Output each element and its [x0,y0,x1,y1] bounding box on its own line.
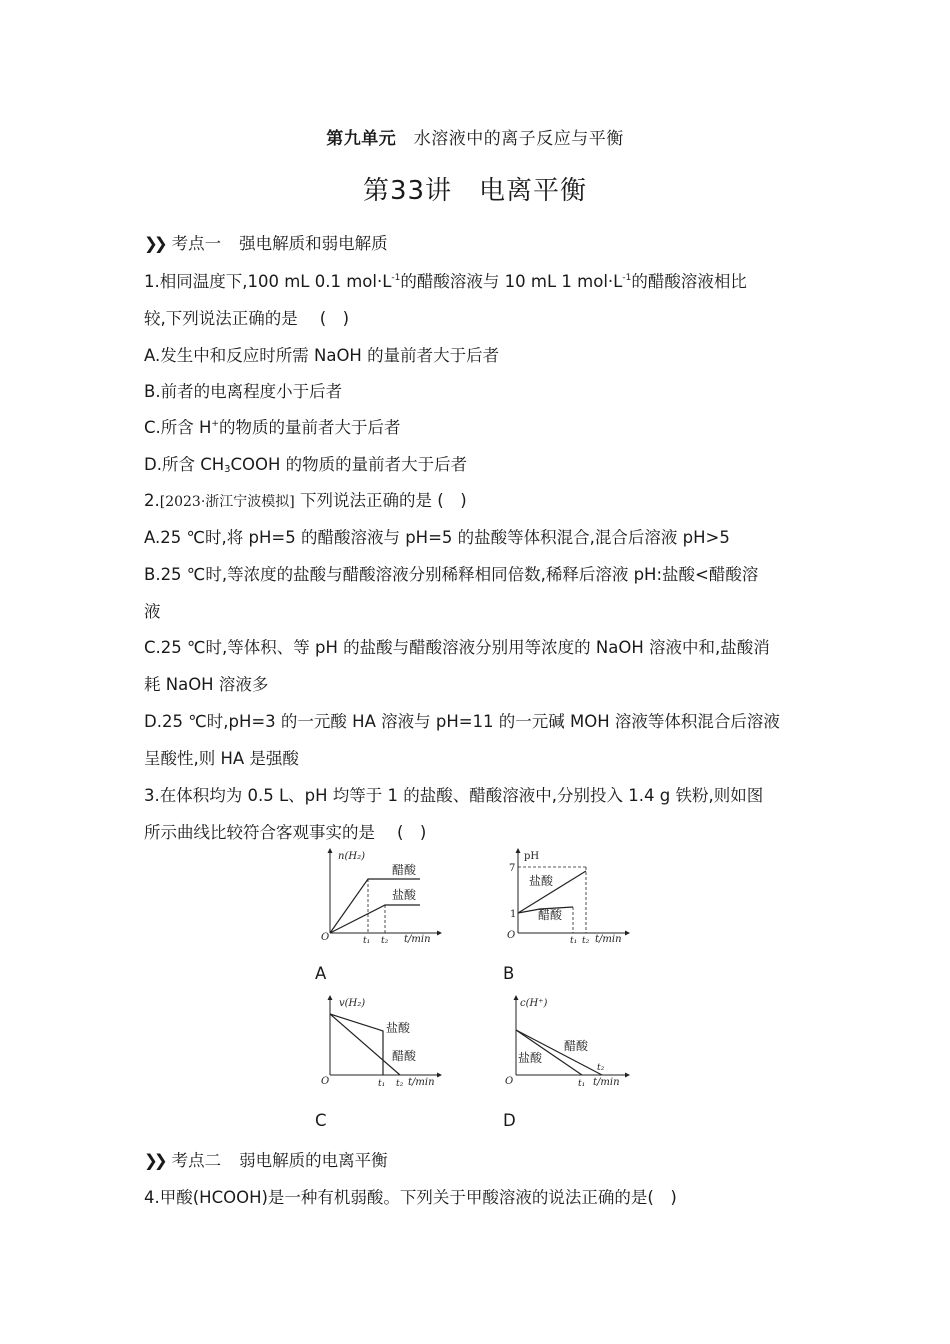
x-axis-label: t/min [408,1077,435,1088]
tick-label: 1 [510,909,517,920]
q1-option-c: C.所含 H+的物质的量前者大于后者 [144,418,401,437]
key-point-1-name: 强电解质和弱电解质 [239,234,388,253]
key-point-1-label: 考点一 [171,234,222,253]
tick-label: t₂ [381,936,389,945]
q2-stem: 2.[2023·浙江宁波模拟] 下列说法正确的是 ( ) [144,491,467,510]
unit-label: 第九单元 [326,129,397,149]
origin-label: O [507,930,516,941]
answer-bracket: ( ) [319,309,350,328]
graph-d-label: D [503,1111,516,1130]
series-label: 盐酸 [392,888,417,902]
q2-option-a: A.25 ℃时,将 pH=5 的醋酸溶液与 pH=5 的盐酸等体积混合,混合后溶液 pH>5 [144,528,730,547]
y-axis-label: n(H₂) [338,851,365,862]
q2-option-b-line2: 液 [144,602,161,621]
x-axis-label: t/min [404,934,431,945]
graph-d [500,992,630,1092]
series-label: 盐酸 [386,1021,411,1035]
graph-a [312,845,442,945]
q1-option-d: D.所含 $CH_3COOH$ 的物质的量前者大于后者 [144,455,468,475]
answer-bracket: ( ) [397,823,427,842]
graph-c-label: C [315,1111,327,1130]
q2-option-d-line1: D.25 ℃时,pH=3 的一元酸 HA 溶液与 pH=11 的一元碱 MOH 溶液等体积混合后溶液 [144,712,780,731]
tick-label: t₂ [597,1063,605,1073]
q2-source: [2023·浙江宁波模拟] [159,494,295,510]
series-label: 盐酸 [529,874,554,888]
q2-option-b-line1: B.25 ℃时,等浓度的盐酸与醋酸溶液分别稀释相同倍数,稀释后溶液 pH:盐酸<醋酸溶 [144,565,759,584]
graph-c [312,992,442,1092]
graph-b [500,845,630,945]
y-axis-label: v(H₂) [339,998,366,1009]
q1-stem-line1: 1.相同温度下,100 mL 0.1 $mol\cdot L^{-1}$的醋酸溶液与 10 mL 1 $mol\cdot L^{-1}$的醋酸溶液相比 [144,272,747,291]
q1-option-a: A.发生中和反应时所需 NaOH 的量前者大于后者 [144,346,500,365]
tick-label: 7 [509,863,516,874]
origin-label: O [321,932,330,943]
series-label: 醋酸 [538,908,563,922]
key-point-2-name: 弱电解质的电离平衡 [239,1151,388,1170]
tick-label: t₁ [363,936,371,945]
graph-b-label: B [503,964,515,983]
key-point-2-heading [144,1147,388,1171]
tick-label: t₁ [570,936,578,945]
q1-option-b: B.前者的电离程度小于后者 [144,382,343,401]
q2-option-d-line2: 呈酸性,则 HA 是强酸 [144,749,299,768]
key-point-2-label: 考点二 [171,1151,222,1170]
origin-label: O [505,1076,514,1087]
series-label: 醋酸 [392,1049,417,1063]
graph-a-label: A [315,964,327,983]
series-label: 醋酸 [392,863,417,877]
unit-name: 水溶液中的离子反应与平衡 [413,129,624,149]
tick-label: t₁ [578,1079,586,1089]
q4-stem: 4.甲酸(HCOOH)是一种有机弱酸。下列关于甲酸溶液的说法正确的是( ) [144,1188,677,1207]
origin-label: O [321,1076,330,1087]
q1-stem-line2: 较,下列说法正确的是 ( ) [144,309,350,328]
q3-stem-line1: 3.在体积均为 0.5 L、pH 均等于 1 的盐酸、醋酸溶液中,分别投入 1.4 g 铁粉,则如图 [144,786,764,805]
double-chevron-icon: ❯❯ [144,234,164,253]
double-chevron-icon: ❯❯ [144,1151,164,1170]
key-point-1-heading [144,230,388,254]
q3-stem-line2: 所示曲线比较符合客观事实的是 ( ) [144,823,427,842]
x-axis-label: t/min [595,934,622,945]
lesson-title: 第33讲 电离平衡 [362,176,588,206]
series-label: 醋酸 [564,1039,589,1053]
x-axis-label: t/min [593,1077,620,1088]
tick-label: t₂ [396,1079,404,1089]
series-label: 盐酸 [518,1051,543,1065]
q2-option-c-line2: 耗 NaOH 溶液多 [144,675,269,694]
unit-title [0,124,950,149]
q2-option-c-line1: C.25 ℃时,等体积、等 pH 的盐酸与醋酸溶液分别用等浓度的 NaOH 溶液中和,盐酸消 [144,638,770,657]
tick-label: t₂ [582,936,590,945]
tick-label: t₁ [378,1079,386,1089]
y-axis-label: pH [524,851,540,862]
y-axis-label: c(H⁺) [520,998,548,1009]
